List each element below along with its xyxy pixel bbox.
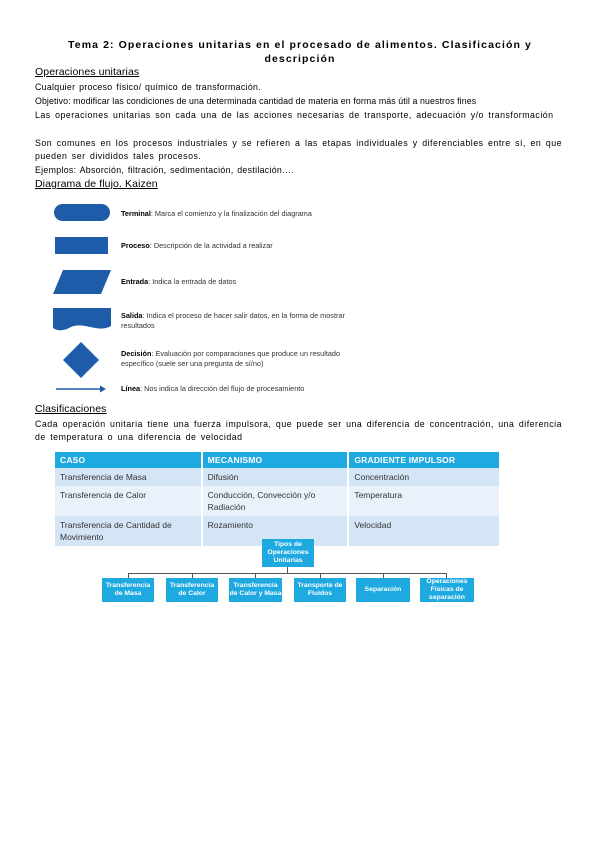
decision-label: Decisión — [121, 349, 152, 358]
document-title: Tema 2: Operaciones unitarias en el procesado de alimentos. Clasificación y descripción — [68, 39, 532, 65]
decision-text: : Evaluación por comparaciones que produce un resultado específico (suele ser una pregunta de sí/no) — [121, 349, 341, 368]
header-gradiente: GRADIENTE IMPULSOR — [348, 452, 500, 468]
tree-child-box: Transporte de Fluidos — [294, 578, 346, 602]
table-cell: Concentración — [348, 468, 500, 486]
tree-child-box: Transferencia de Calor y Masa — [229, 578, 282, 602]
linea-arrow-icon — [56, 384, 106, 394]
tree-root-box: Tipos de Operaciones Unitarias — [262, 539, 314, 567]
proceso-text: : Descripción de la actividad a realizar — [149, 241, 273, 250]
table-header-row — [55, 452, 500, 468]
operations-table — [55, 452, 501, 546]
linea-label: Línea — [121, 384, 141, 393]
table-cell: Conducción, Convección y/o Radiación — [202, 486, 349, 516]
header-caso: CASO — [55, 452, 202, 468]
heading-operaciones-unitarias: Operaciones unitarias — [35, 66, 140, 78]
line-ejemplos: Ejemplos: Absorción, filtración, sedimentación, destilación…. — [35, 165, 294, 175]
proceso-shape — [55, 237, 108, 254]
entrada-shape — [53, 270, 111, 294]
tree-connector — [128, 573, 446, 574]
salida-text: : Indica el proceso de hacer salir datos, en la forma de mostrar resultados — [121, 311, 345, 330]
clasificaciones-text: Cada operación unitaria tiene una fuerza impulsora, que puede ser una diferencia de concentración, una diferencia de temperatura o una diferencia de velocidad — [35, 419, 562, 443]
terminal-shape — [54, 204, 110, 221]
tree-child-box: Operaciones Físicas de separación — [420, 578, 474, 602]
table-cell: Rozamiento — [202, 516, 349, 546]
heading-clasificaciones: Clasificaciones — [35, 403, 107, 415]
decision-shape — [63, 342, 99, 378]
entrada-text: : Indica la entrada de datos — [148, 277, 237, 286]
salida-label: Salida — [121, 311, 143, 320]
tree-child-box: Transferencia de Calor — [166, 578, 218, 602]
line-acciones: Las operaciones unitarias son cada una de las acciones necesarias de transporte, adecuación y/o transformación — [35, 110, 554, 120]
tree-child-box: Transferencia de Masa — [102, 578, 154, 602]
tree-child-box: Separación — [356, 578, 410, 602]
entrada-label: Entrada — [121, 277, 149, 286]
decision-desc — [121, 349, 346, 369]
line-definicion: Cualquier proceso físico/ químico de transformación. — [35, 82, 261, 92]
heading-diagrama-flujo: Diagrama de flujo. Kaizen — [35, 178, 158, 190]
salida-shape — [53, 308, 111, 332]
line-objetivo: Objetivo: modificar las condiciones de una determinada cantidad de materia en forma más útil a nuestros fines — [35, 96, 477, 106]
linea-text: : Nos indica la dirección del flujo de procesamiento — [140, 384, 305, 393]
terminal-text: : Marca el comienzo y la finalización del diagrama — [150, 209, 312, 218]
table-cell: Transferencia de Masa — [55, 468, 202, 486]
table-cell: Transferencia de Cantidad de Movimiento — [55, 516, 202, 546]
proceso-label: Proceso — [121, 241, 150, 250]
header-mecanismo: MECANISMO — [202, 452, 349, 468]
table-row — [55, 468, 500, 486]
terminal-desc — [121, 209, 346, 219]
table-row — [55, 486, 500, 516]
salida-desc — [121, 311, 346, 331]
proceso-desc — [121, 241, 346, 251]
terminal-label: Terminal — [121, 209, 151, 218]
table-cell: Velocidad — [348, 516, 500, 546]
entrada-desc — [121, 277, 346, 287]
linea-desc — [121, 384, 346, 394]
line-comunes: Son comunes en los procesos industriales y se refieren a las etapas individuales y diferenciables entre sí, en que pueden ser divididos tales procesos. — [35, 138, 562, 162]
table-cell: Transferencia de Calor — [55, 486, 202, 516]
table-cell: Difusión — [202, 468, 349, 486]
table-cell: Temperatura — [348, 486, 500, 516]
